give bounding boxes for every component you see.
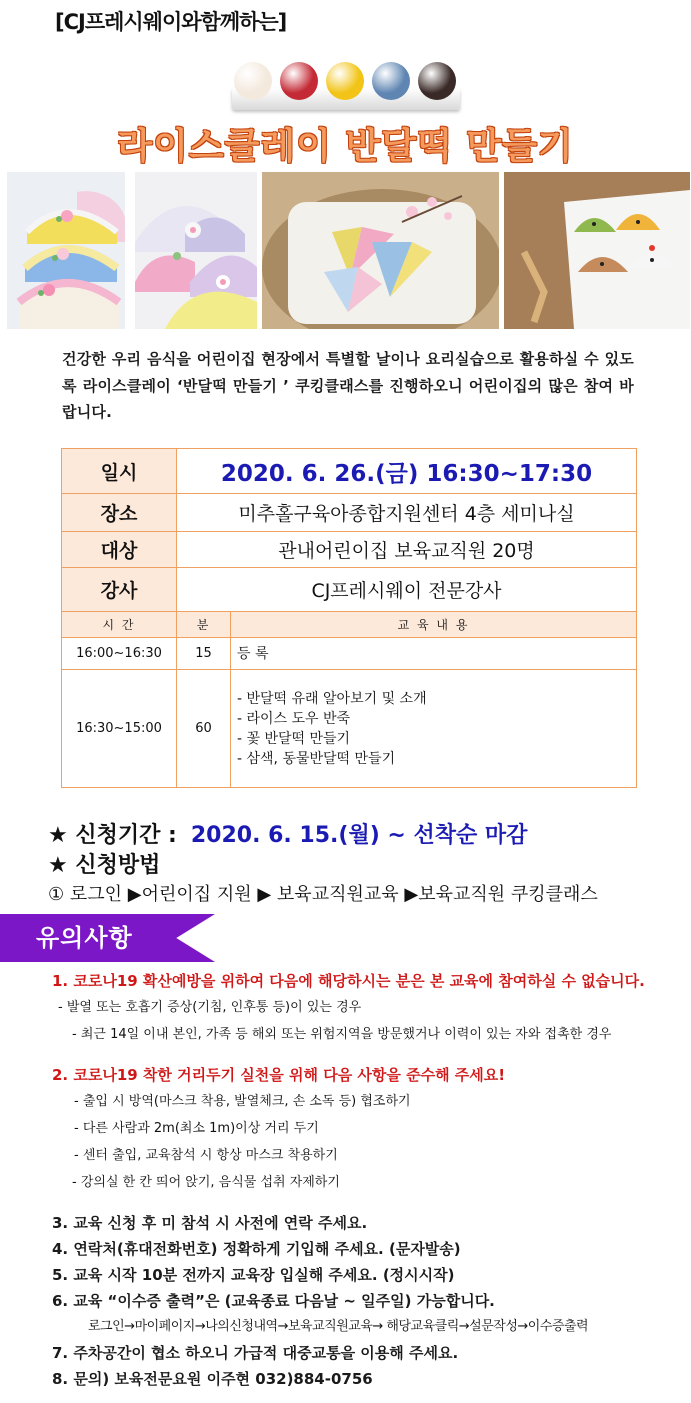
info-label-date: 일시: [62, 449, 177, 494]
info-row-place: [62, 494, 637, 532]
schedule-header-minutes: 분: [177, 612, 231, 638]
notice-item-3: 3. 교육 신청 후 미 참석 시 사전에 연락 주세요.: [52, 1214, 368, 1232]
notice-item-2-sub: - 강의실 한 칸 띄어 앉기, 음식물 섭취 자제하기: [72, 1175, 340, 1190]
info-value-target: 관내어린이집 보육교직원 20명: [177, 532, 637, 568]
info-value-place: 미추홀구육아종합지원센터 4층 세미나실: [177, 494, 637, 532]
schedule-content-line: 등 록: [237, 645, 269, 662]
intro-paragraph: 건강한 우리 음식을 어린이집 현장에서 특별할 날이나 요리실습으로 활용하실 수 있도록 라이스클레이 ‘반달떡 만들기 ’ 쿠킹클래스를 진행하오니 어린이집의 많은 참여 바랍니다.: [62, 350, 634, 421]
application-section: [48, 818, 678, 908]
info-value-instructor: CJ프레시웨이 전문강사: [177, 568, 637, 612]
notice-item-2-sub: - 출입 시 방역(마스크 착용, 발열체크, 손 소독 등) 협조하기: [74, 1094, 411, 1109]
info-row-target: [62, 532, 637, 568]
header-title: [CJ프레시웨이와함께하는]: [55, 10, 287, 34]
schedule-minutes: 15: [177, 638, 231, 670]
dough-ball-4: [372, 62, 410, 100]
info-table: [61, 448, 637, 788]
schedule-content-line: - 삼색, 동물반달떡 만들기: [237, 750, 396, 767]
schedule-time: 16:00~16:30: [62, 638, 177, 670]
schedule-content-line: - 꽃 반달떡 만들기: [237, 730, 351, 747]
notice-item-8: 8. 문의) 보육전문요원 이주현 032)884-0756: [52, 1370, 373, 1388]
info-label-instructor: 강사: [62, 568, 177, 612]
schedule-header-content: 교 육 내 용: [231, 612, 637, 638]
info-label-target: 대상: [62, 532, 177, 568]
notice-item-2: 2. 코로나19 착한 거리두기 실천을 위해 다음 사항을 준수해 주세요!: [52, 1066, 506, 1084]
dough-ball-2: [280, 62, 318, 100]
schedule-time: 16:30~15:00: [62, 670, 177, 788]
notice-item-7: 7. 주차공간이 협소 하오니 가급적 대중교통을 이용해 주세요.: [52, 1344, 459, 1362]
application-period-label: ★ 신청기간 :: [48, 823, 177, 848]
notice-item-2-sub: - 센터 출입, 교육참석 시 항상 마스크 착용하기: [74, 1148, 338, 1163]
schedule-header-time: 시 간: [62, 612, 177, 638]
notice-item-1-sub: - 발열 또는 호흡기 증상(기침, 인후통 등)이 있는 경우: [58, 1000, 362, 1015]
photo-triangle-cakes: [262, 172, 499, 329]
notice-item-6: 6. 교육 “이수증 출력”은 (교육종료 다음날 ~ 일주일) 가능합니다.: [52, 1292, 495, 1310]
notice-item-1-sub: - 최근 14일 이내 본인, 가족 등 해외 또는 위험지역을 방문했거나 이력이 있는 자와 접촉한 경우: [72, 1027, 612, 1042]
schedule-content: [231, 638, 637, 670]
info-row-instructor: [62, 568, 637, 612]
schedule-row: [62, 670, 637, 788]
schedule-content-line: - 반달떡 유래 알아보기 및 소개: [237, 690, 427, 707]
application-period: [48, 818, 678, 848]
application-method-label: ★ 신청방법: [48, 853, 161, 878]
notice-list: [52, 968, 672, 1392]
notice-item-6-path: 로그인→마이페이지→나의신청내역→보육교직원교육→ 해당교육클릭→설문작성→이수증출력: [88, 1319, 589, 1334]
photo-pastel-cakes: [135, 172, 257, 329]
notice-item-1: 1. 코로나19 확산예방을 위하여 다음에 해당하시는 분은 본 교육에 참여하실 수 없습니다.: [52, 972, 645, 990]
dough-balls-image: [230, 60, 462, 114]
photo-animal-cakes: [504, 172, 690, 329]
application-period-value: 2020. 6. 15.(월) ~ 선착순 마감: [190, 823, 528, 848]
info-value-date: 2020. 6. 26.(금) 16:30~17:30: [177, 449, 637, 494]
notice-item-2-sub: - 다른 사람과 2m(최소 1m)이상 거리 두기: [74, 1121, 319, 1136]
photo-half-moon-cakes: [7, 172, 125, 329]
info-label-place: 장소: [62, 494, 177, 532]
schedule-content-line: - 라이스 도우 반죽: [237, 710, 351, 727]
dough-ball-1: [234, 62, 272, 100]
schedule-minutes: 60: [177, 670, 231, 788]
info-row-date: [62, 449, 637, 494]
application-steps: ① 로그인 ▶어린이집 지원 ▶ 보육교직원교육 ▶보육교직원 쿠킹클래스: [48, 884, 598, 905]
schedule-content: [231, 670, 637, 788]
dough-ball-5: [418, 62, 456, 100]
schedule-row: [62, 638, 637, 670]
main-title: 라이스클레이 반달떡 만들기: [117, 126, 574, 167]
notice-item-5: 5. 교육 시작 10분 전까지 교육장 입실해 주세요. (정시시작): [52, 1266, 455, 1284]
dough-ball-3: [326, 62, 364, 100]
notice-item-4: 4. 연락처(휴대전화번호) 정확하게 기입해 주세요. (문자발송): [52, 1240, 461, 1258]
schedule-header-row: [62, 612, 637, 638]
notice-title: 유의사항: [36, 924, 133, 952]
